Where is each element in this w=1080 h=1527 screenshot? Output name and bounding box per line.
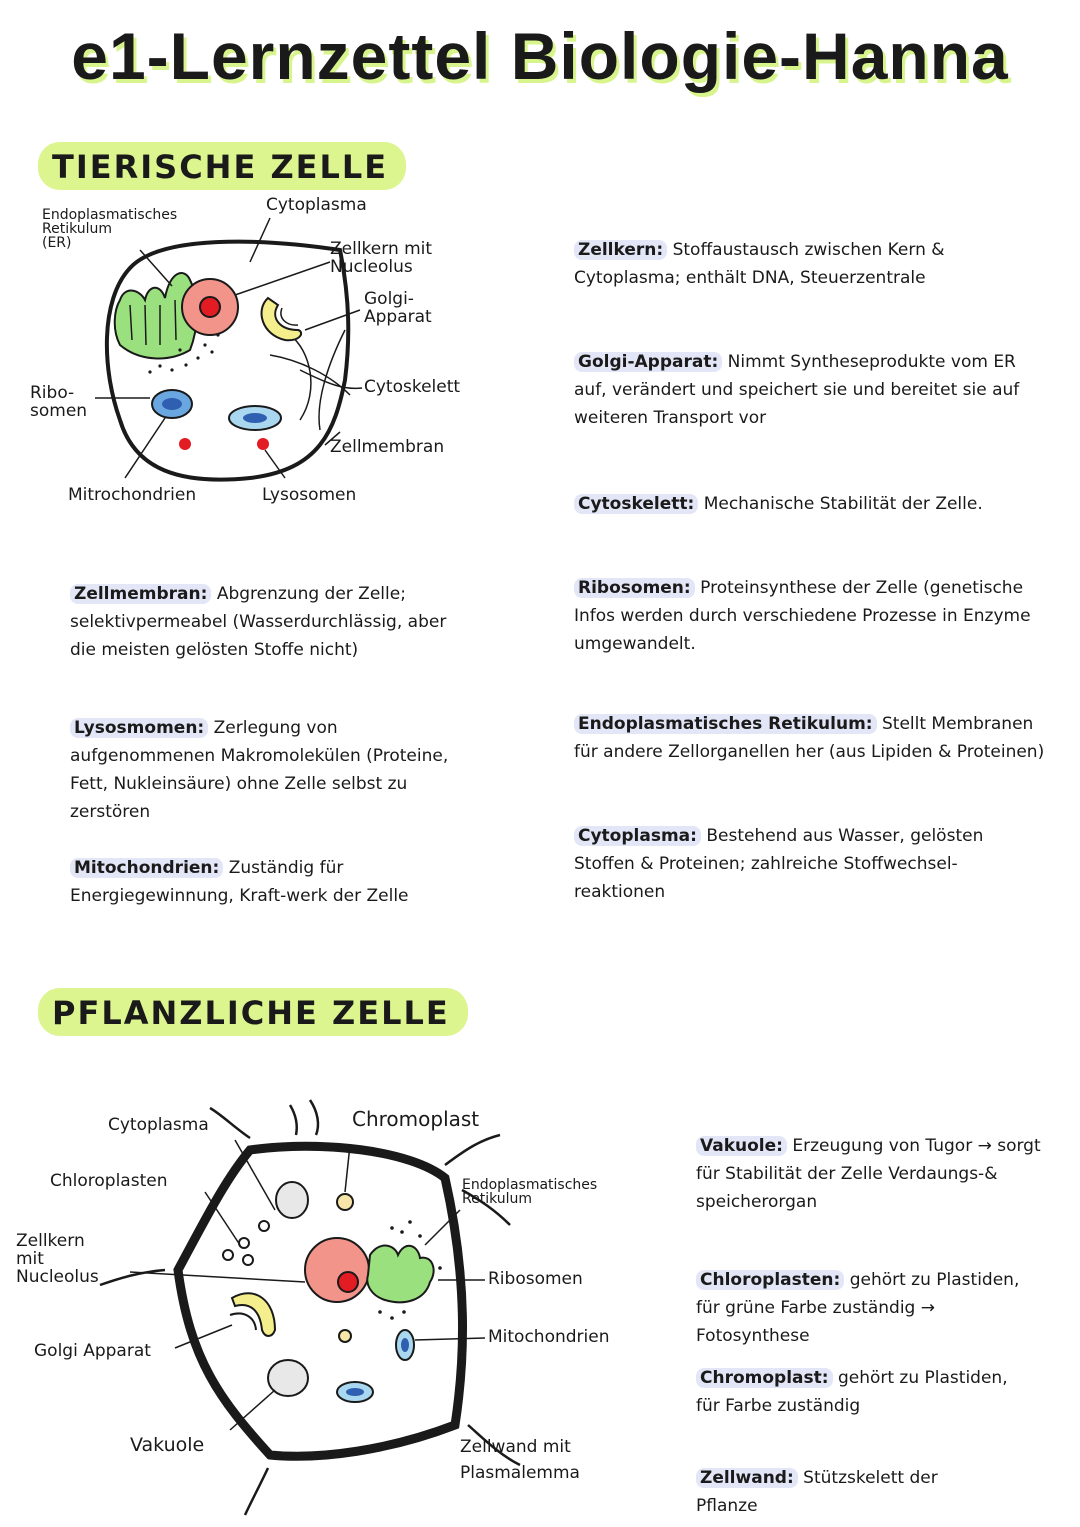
label-animal-zellmembran: Zellmembran <box>330 437 445 457</box>
animal-cell-nucleolus <box>200 297 220 317</box>
note-chromoplast: Chromoplast: gehört zu Plastiden, für Farbe zuständig <box>696 1368 1008 1416</box>
note-golgi: Golgi-Apparat: Nimmt Syntheseprodukte vom ER auf, verändert und speichert sie und bereitet sie auf weiteren Transport vor <box>574 352 1020 428</box>
note-mitochondrien: Mitochondrien: Zuständig für Energiegewinnung, Kraft-werk der Zelle <box>70 858 409 906</box>
label-plant-er: Endoplasmatisches Retikulum <box>462 1177 598 1207</box>
note-zellmembran: Zellmembran: Abgrenzung der Zelle; selektivpermeabel (Wasserdurchlässig, aber die meisten gelösten Stoffe nicht) <box>70 584 447 660</box>
label-animal-zellkern: Zellkern mit Nucleolus <box>330 239 433 277</box>
note-lysosomen: Lysosmomen: Zerlegung von aufgenommenen Makromolekülen (Proteine, Fett, Nukleinsäure) ohne Zelle selbst zu zerstören <box>70 718 449 822</box>
label-plant-chloroplasten: Chloroplasten <box>50 1171 168 1191</box>
label-animal-lysosomen: Lysosomen <box>262 485 357 505</box>
note-zellwand: Zellwand: Stützskelett der Pflanze <box>696 1468 938 1516</box>
plant-cell-er <box>367 1246 433 1303</box>
label-animal-mitochondrien: Mitrochondrien <box>68 485 197 505</box>
label-animal-ribosomen: Ribo- somen <box>30 383 88 421</box>
label-plant-cytoplasma: Cytoplasma <box>108 1115 209 1135</box>
section-heading-plant-cell: PFLANZLICHE ZELLE <box>38 988 468 1036</box>
plant-cell-golgi <box>232 1293 275 1336</box>
label-animal-er: Endoplasmatisches Retikulum (ER) <box>42 207 178 251</box>
plant-cell-chromoplast <box>337 1194 353 1210</box>
label-plant-ribosomen: Ribosomen <box>488 1269 583 1289</box>
plant-cell-nucleus <box>305 1238 369 1302</box>
animal-cell-golgi <box>262 298 302 340</box>
note-cytoskelett: Cytoskelett: Mechanische Stabilität der Zelle. <box>574 490 1044 518</box>
plant-cell-wall <box>178 1146 463 1456</box>
label-animal-golgi: Golgi- Apparat <box>364 289 432 327</box>
label-animal-cytoplasma: Cytoplasma <box>266 195 367 215</box>
note-ribosomen: Ribosomen: Proteinsynthese der Zelle (genetische Infos werden durch verschiedene Prozesse in Enzyme umgewandelt. <box>574 578 1031 654</box>
label-plant-vakuole: Vakuole <box>130 1434 205 1456</box>
label-plant-zellwand: Zellwand mit Plasmalemma <box>460 1437 580 1483</box>
note-er: Endoplasmatisches Retikulum: Stellt Membranen für andere Zellorganellen her (aus Lipiden & Proteinen) <box>574 714 1045 762</box>
animal-cell-membrane <box>107 242 348 480</box>
label-animal-cytoskelett: Cytoskelett <box>364 377 461 397</box>
page-title: e1-Lernzettel Biologie-Hanna <box>71 19 1009 93</box>
label-plant-golgi: Golgi Apparat <box>34 1341 151 1361</box>
plant-cell-vacuole <box>276 1182 308 1218</box>
plant-cell-nucleolus <box>338 1272 358 1292</box>
note-cytoplasma: Cytoplasma: Bestehend aus Wasser, gelösten Stoffen & Proteinen; zahlreiche Stoffwechsel-reaktionen <box>574 826 984 902</box>
label-plant-chromoplast: Chromoplast <box>352 1107 480 1131</box>
label-plant-mitochondrien: Mitochondrien <box>488 1327 610 1347</box>
section-heading-animal-cell: TIERISCHE ZELLE <box>38 142 406 190</box>
animal-cell-lysosome <box>257 438 269 450</box>
label-plant-zellkern: Zellkern mit Nucleolus <box>16 1231 99 1287</box>
note-zellkern: Zellkern: Stoffaustausch zwischen Kern & Cytoplasma; enthält DNA, Steuerzentrale <box>574 240 945 288</box>
note-chloroplasten: Chloroplasten: gehört zu Plastiden, für grüne Farbe zuständig → Fotosynthese <box>696 1270 1020 1346</box>
plant-cell-chloroplasts <box>223 1221 269 1265</box>
note-vakuole: Vakuole: Erzeugung von Tugor → sorgt für Stabilität der Zelle Verdaungs-& speicherorgan <box>696 1136 1041 1212</box>
animal-cell-lysosome <box>179 438 191 450</box>
